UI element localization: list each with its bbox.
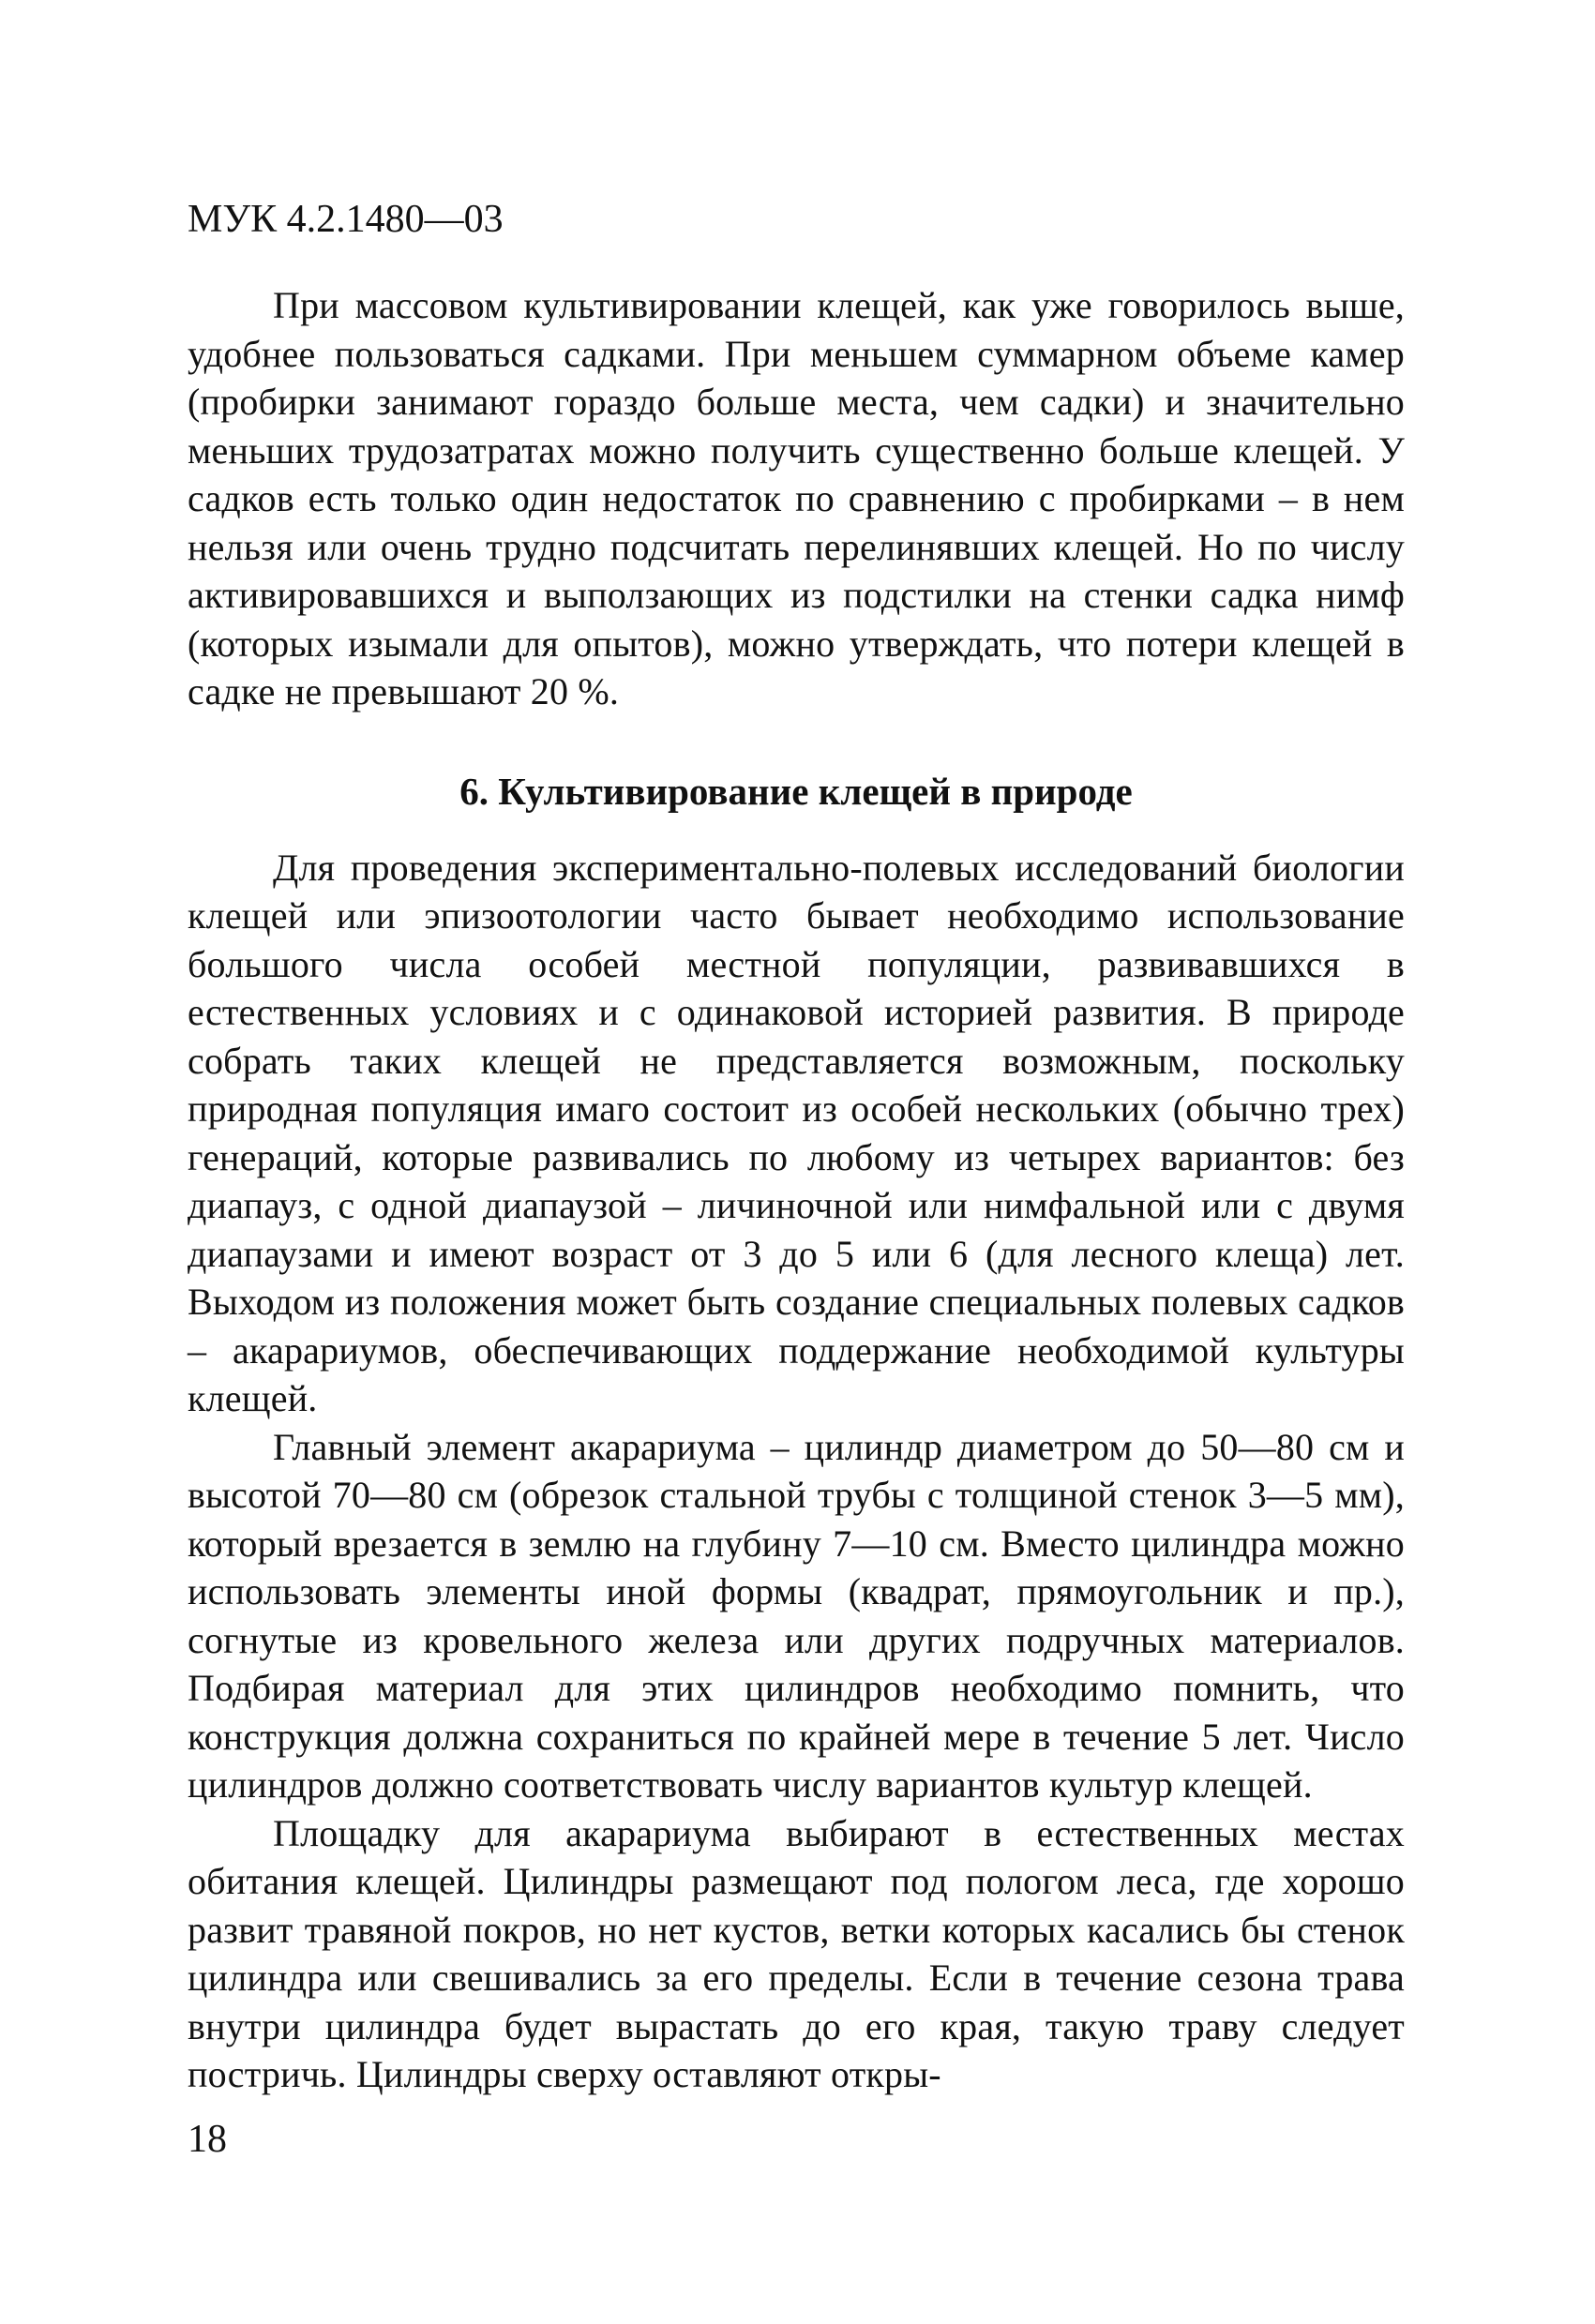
section-title: 6. Культивирование клещей в природе (459, 769, 1133, 813)
paragraph-field-research: Для проведения экспериментально-полевых исследований биологии клещей или эпизоотологии часто бывает необходимо использование большого числа особей местной популяции, развивавшихся в естественных условиях и с одинаковой историей развития. В природе собрать таких клещей не представляется возможным, поскольку природная популяция имаго состоит из особей нескольких (обычно трех) генераций, которые развивались по любому из четырех вариантов: без диапауз, с одной диапаузой – личиночной или нимфальной или с двумя диапаузами и имеют возраст от 3 до 5 или 6 (для лесного клеща) лет. Выходом из положения может быть создание специальных полевых садков – акарариумов, обеспечивающих поддержание необходимой культуры клещей. (188, 846, 1405, 1419)
paragraph-site-selection: Площадку для акарариума выбирают в естественных местах обитания клещей. Цилиндры размещают под пологом леса, где хорошо развит травяной покров, но нет кустов, ветки которых касались бы стенок цилиндра или свешивались за его пределы. Если в течение сезона трава внутри цилиндра будет вырастать до его края, такую траву следует постричь. Цилиндры сверху оставляют откры- (188, 1811, 1405, 2095)
page-header: МУК 4.2.1480—03 (188, 198, 504, 241)
page-number: 18 (188, 2118, 227, 2161)
paragraph-acararium-cylinder: Главный элемент акарариума – цилиндр диаметром до 50—80 см и высотой 70—80 см (обрезок стальной трубы с толщиной стенок 3—5 мм), который врезается в землю на глубину 7—10 см. Вместо цилиндра можно использовать элементы иной формы (квадрат, прямоугольник и пр.), согнутые из кровельного железа или других подручных материалов. Подбирая материал для этих цилиндров необходимо помнить, что конструкция должна сохраниться по крайней мере в течение 5 лет. Число цилиндров должно соответствовать числу вариантов культур клещей. (188, 1425, 1405, 1806)
document-body (188, 281, 1405, 2099)
paragraph-mass-cultivation: При массовом культивировании клещей, как уже говорилось выше, удобнее пользоваться садками. При меньшем суммарном объеме камер (пробирки занимают гораздо больше места, чем садки) и значительно меньших трудозатратах можно получить существенно больше клещей. У садков есть только один недостаток по сравнению с пробирками – в нем нельзя или очень трудно подсчитать перелинявших клещей. Но по числу активировавшихся и выползающих из подстилки на стенки садка нимф (которых изымали для опытов), можно утверждать, что потери клещей в садке не превышают 20 %. (188, 284, 1405, 712)
